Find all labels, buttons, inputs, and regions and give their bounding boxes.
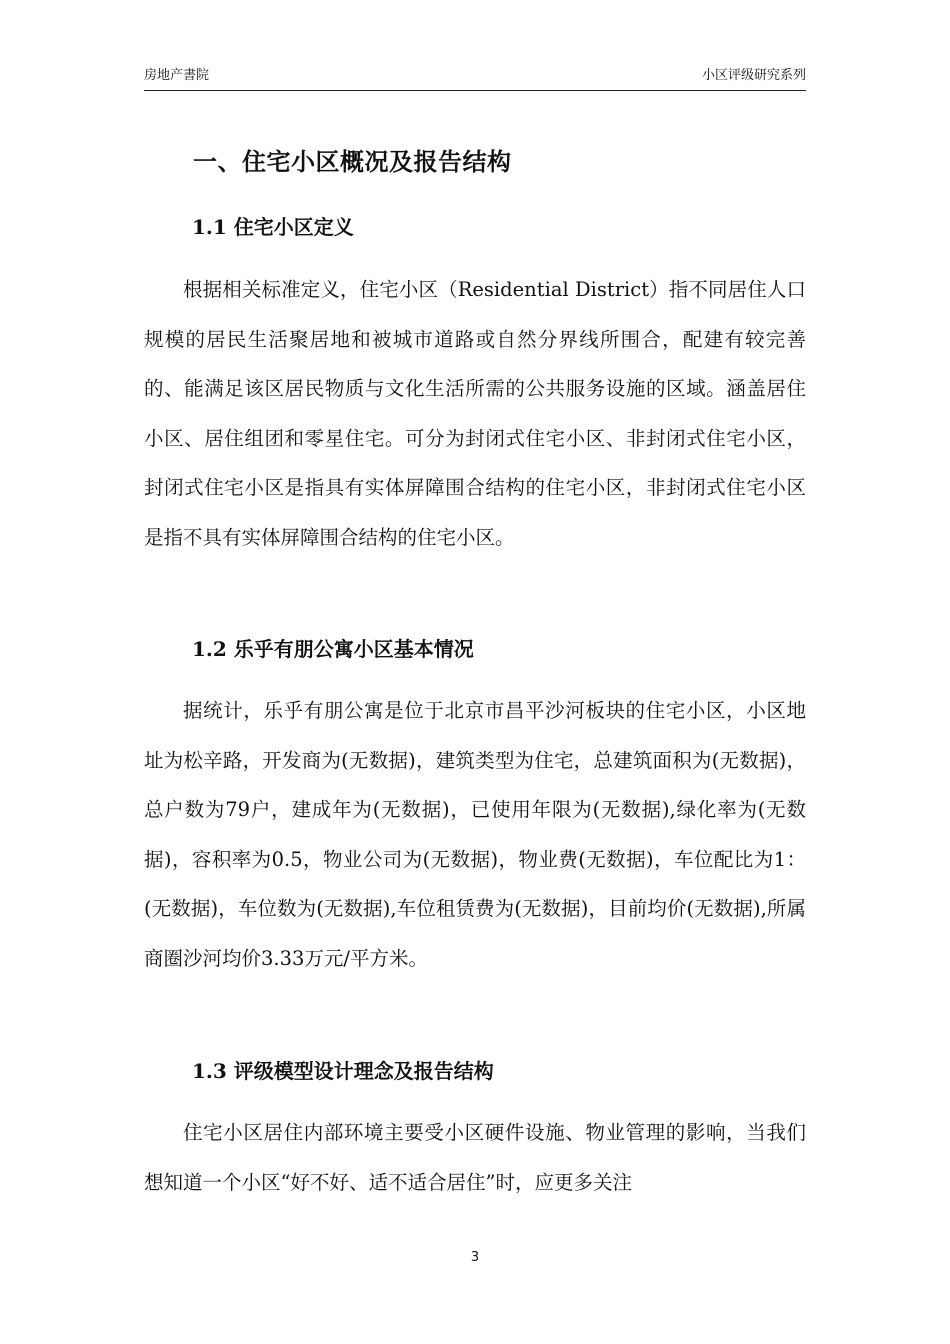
header-publisher: 房地产書院	[144, 68, 210, 83]
section-paragraph-1-2: 据统计，乐乎有朋公寓是位于北京市昌平沙河板块的住宅小区，小区地址为松辛路，开发商为(无数据)，建筑类型为住宅，总建筑面积为(无数据)，总户数为79户，建成年为(无数据)，已使用年限为(无数据),绿化率为(无数据)，容积率为0.5，物业公司为(无数据)，物业费(无数据)，车位配比为1：(无数据)，车位数为(无数据),车位租赁费为(无数据)，目前均价(无数据),所属商圈沙河均价3.33万元/平方米。	[144, 699, 806, 970]
section-paragraph-1-1: 根据相关标准定义，住宅小区（Residential District）指不同居住人口规模的居民生活聚居地和被城市道路或自然分界线所围合，配建有较完善的、能满足该区居民物质与文化生活所需的公共服务设施的区域。涵盖居住小区、居住组团和零星住宅。可分为封闭式住宅小区、非封闭式住宅小区，封闭式住宅小区是指具有实体屏障围合结构的住宅小区，非封闭式住宅小区是指不具有实体屏障围合结构的住宅小区。	[144, 278, 806, 549]
section-heading-1-3: 1.3 评级模型设计理念及报告结构	[192, 1059, 494, 1083]
chapter-title: 一、住宅小区概况及报告结构	[193, 147, 512, 176]
section-heading-1-1: 1.1 住宅小区定义	[192, 215, 354, 239]
section-heading-1-2: 1.2 乐乎有朋公寓小区基本情况	[192, 637, 474, 661]
page-number: 3	[470, 1250, 480, 1265]
header-series: 小区评级研究系列	[701, 68, 806, 83]
section-paragraph-1-3: 住宅小区居住内部环境主要受小区硬件设施、物业管理的影响，当我们想知道一个小区“好不好、适不适合居住”时，应更多关注	[144, 1121, 806, 1194]
page-header	[144, 66, 806, 91]
